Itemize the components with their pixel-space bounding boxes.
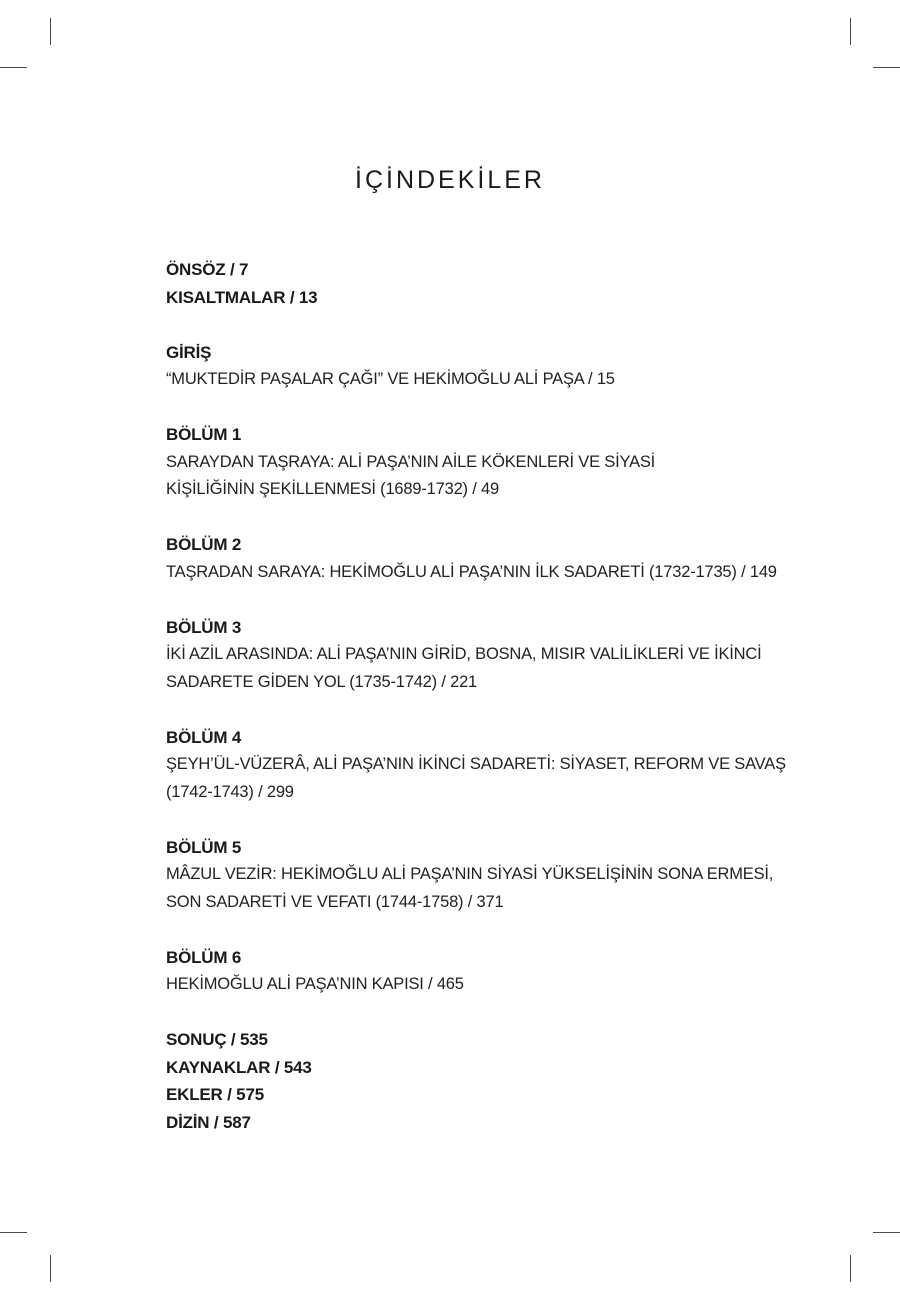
table-of-contents xyxy=(166,256,786,1136)
toc-entry-index: DİZİN / 587 xyxy=(166,1112,251,1132)
crop-mark xyxy=(50,1255,51,1282)
toc-entry-chapter-1: SARAYDAN TAŞRAYA: ALİ PAŞA’NIN AİLE KÖKENLERİ VE SİYASİ xyxy=(166,452,656,471)
toc-entry-chapter-5: MÂZUL VEZİR: HEKİMOĞLU ALİ PAŞA’NIN SİYASİ YÜKSELİŞİNİN SONA ERMESİ, xyxy=(166,865,774,883)
toc-heading-intro: GİRİŞ xyxy=(166,342,212,362)
toc-entry-bibliography: KAYNAKLAR / 543 xyxy=(166,1057,312,1077)
toc-entry-abbreviations: KISALTMALAR / 13 xyxy=(166,287,318,307)
toc-heading-chapter-2: BÖLÜM 2 xyxy=(166,535,242,554)
toc-heading-chapter-4: BÖLÜM 4 xyxy=(166,727,242,747)
crop-mark xyxy=(850,1255,851,1282)
page-title: İÇİNDEKİLER xyxy=(355,166,545,194)
toc-entry-chapter-4: (1742-1743) / 299 xyxy=(166,782,294,801)
toc-heading-chapter-5: BÖLÜM 5 xyxy=(166,837,242,857)
crop-mark xyxy=(50,18,51,45)
crop-mark xyxy=(873,1232,900,1233)
crop-mark xyxy=(873,67,900,68)
toc-entry-chapter-4: ŞEYH’ÜL-VÜZERÂ, ALİ PAŞA’NIN İKİNCİ SADARETİ: SİYASET, REFORM VE SAVAŞ xyxy=(166,755,786,773)
toc-heading-chapter-1: BÖLÜM 1 xyxy=(166,425,242,444)
toc-entry-intro: “MUKTEDİR PAŞALAR ÇAĞI” VE HEKİMOĞLU ALİ PAŞA / 15 xyxy=(166,370,615,388)
toc-heading-chapter-6: BÖLÜM 6 xyxy=(166,947,242,967)
toc-entry-chapter-6: HEKİMOĞLU ALİ PAŞA’NIN KAPISI / 465 xyxy=(166,975,464,993)
toc-entry-conclusion: SONUÇ / 535 xyxy=(166,1030,268,1049)
toc-entry-chapter-2: TAŞRADAN SARAYA: HEKİMOĞLU ALİ PAŞA’NIN İLK SADARETİ (1732-1735) / 149 xyxy=(166,562,777,581)
toc-entry-preface: ÖNSÖZ / 7 xyxy=(166,260,249,279)
toc-entry-chapter-5: SON SADARETİ VE VEFATI (1744-1758) / 371 xyxy=(166,892,504,911)
toc-entry-chapter-1: KİŞİLİĞİNİN ŞEKİLLENMESİ (1689-1732) / 49 xyxy=(166,480,499,498)
toc-heading-chapter-3: BÖLÜM 3 xyxy=(166,617,242,637)
crop-mark xyxy=(850,18,851,45)
crop-mark xyxy=(0,1232,27,1233)
toc-entry-appendices: EKLER / 575 xyxy=(166,1085,264,1104)
toc-entry-chapter-3: İKİ AZİL ARASINDA: ALİ PAŞA’NIN GİRİD, BOSNA, MISIR VALİLİKLERİ VE İKİNCİ xyxy=(166,645,762,663)
toc-entry-chapter-3: SADARETE GİDEN YOL (1735-1742) / 221 xyxy=(166,672,478,691)
crop-mark xyxy=(0,67,27,68)
